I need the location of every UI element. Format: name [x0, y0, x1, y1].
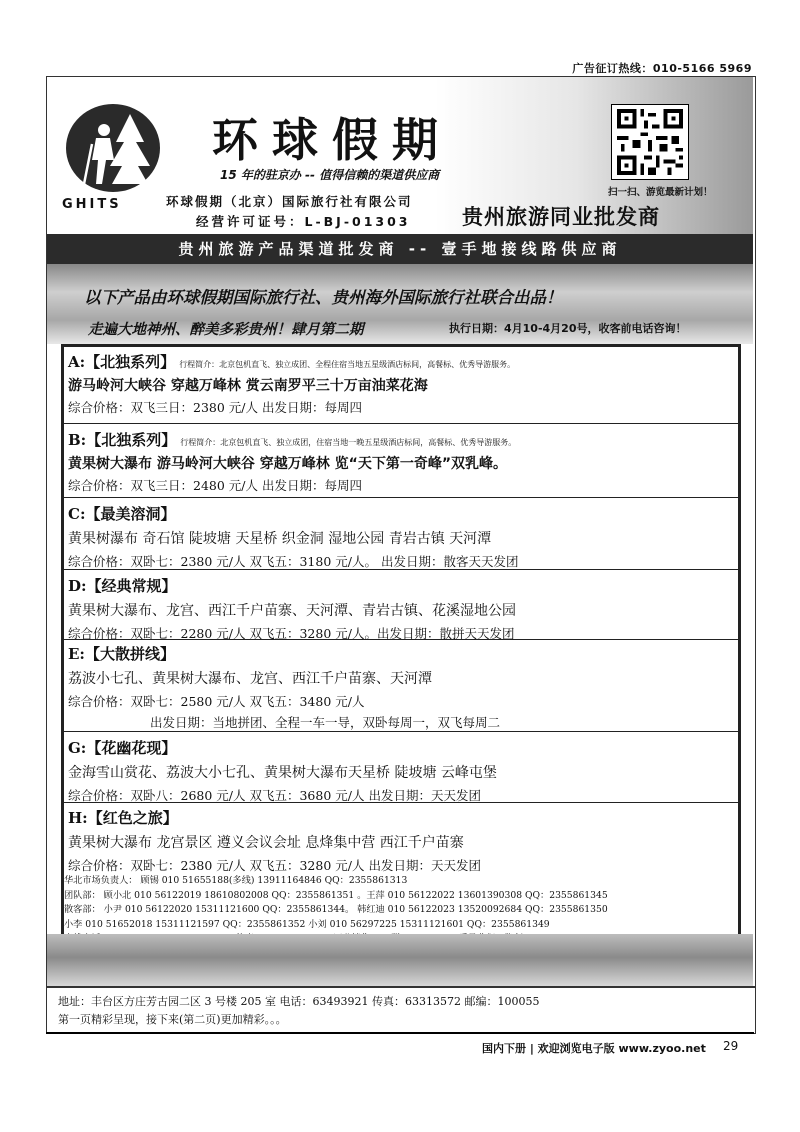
package-title: C:【最美溶洞】 — [68, 505, 176, 523]
divider — [64, 569, 738, 570]
package-price: 综合价格：双飞三日：2380 元/人 出发日期：每周四 — [68, 400, 362, 415]
package-title: B:【北独系列】 — [68, 431, 177, 449]
logo-text: GHITS — [62, 197, 122, 212]
package-route: 黄果树大瀑布 游马岭河大峡谷 穿越万峰林 览“天下第一奇峰”双乳峰。 — [68, 456, 508, 472]
brand-slogan: 15 年的驻京办 -- 值得信赖的渠道供应商 — [220, 168, 440, 182]
execution-date: 执行日期：4月10-4月20号，收客前电话咨询！ — [449, 322, 687, 335]
package-price: 综合价格：双飞三日：2480 元/人 出发日期：每周四 — [68, 478, 362, 493]
package-route: 黄果树大瀑布 龙宫景区 遵义会议会址 息烽集中营 西江千户苗寨 — [68, 835, 464, 851]
package-c — [68, 503, 732, 570]
teaser-text: 第一页精彩呈现，接下来(第二页)更加精彩。。。 — [58, 1013, 287, 1026]
package-b — [68, 429, 732, 494]
divider — [64, 731, 738, 732]
package-departure: 出发日期：当地拼团、全程一车一导，双卧每周一，双飞每周二 — [150, 715, 501, 730]
company-name: 环球假期（北京）国际旅行社有限公司 — [166, 194, 413, 209]
package-title: A:【北独系列】 — [68, 353, 176, 371]
package-d — [68, 575, 732, 642]
package-title: H:【红色之旅】 — [68, 809, 178, 827]
wholesaler-title: 贵州旅游同业批发商 — [462, 204, 660, 229]
package-route: 游马岭河大峡谷 穿越万峰林 赏云南罗平三十万亩油菜花海 — [68, 378, 428, 394]
package-note: 行程简介：北京包机直飞、独立成团、全程住宿当地五星级酒店标间，高餐标、优秀导游服务。 — [179, 360, 516, 369]
contact-row: 团队部： 顾小北 010 56122019 18610802008 QQ：2355861351 。王萍 010 56122022 13601390308 QQ：2355861345 — [64, 889, 608, 901]
qr-code-icon — [611, 104, 689, 180]
package-route: 金海雪山赏花、荔波大小七孔、黄果树大瀑布天星桥 陡坡塘 云峰屯堡 — [68, 765, 497, 781]
ad-hotline: 广告征订热线：010-5166 5969 — [572, 62, 752, 75]
qr-caption: 扫一扫、游览最新计划！ — [608, 187, 713, 198]
hiker-tree-icon — [66, 104, 160, 192]
footer-text: 国内下册 | 欢迎浏览电子版 www.zyoo.net — [482, 1042, 706, 1055]
package-price: 综合价格：双卧七：2380 元/人 双飞五：3180 元/人。 出发日期：散客天天发团 — [68, 554, 519, 569]
banner-headline: 以下产品由环球假期国际旅行社、贵州海外国际旅行社联合出品！ — [84, 288, 563, 307]
package-g — [68, 737, 732, 804]
divider — [64, 423, 738, 424]
contact-row: 散客部： 小尹 010 56122020 15311121600 QQ：2355861344。 韩红迪 010 56122023 13520092684 QQ：2355861350 — [64, 904, 608, 915]
package-e — [68, 643, 732, 731]
divider — [64, 497, 738, 498]
package-title: E:【大散拼线】 — [68, 645, 175, 663]
license-number: 经营许可证号：L-BJ-01303 — [196, 214, 411, 229]
contact-row: 华北市场负责人： 顾锡 010 51655188(多线) 13911164846 QQ：2355861313 — [64, 875, 408, 886]
package-title: G:【花幽花现】 — [68, 739, 177, 757]
package-note: 行程简介：北京包机直飞、独立成团，住宿当地一晚五星级酒店标间，高餐标、优秀导游服务。 — [180, 438, 517, 447]
city-photo — [47, 934, 753, 986]
office-address: 地址：丰台区方庄芳古园二区 3 号楼 205 室 电话：63493921 传真：63313572 邮编：100055 — [58, 995, 540, 1008]
footer-rule — [46, 1032, 754, 1034]
package-price: 综合价格：双卧七：2280 元/人 双飞五：3280 元/人。出发日期：散拼天天发团 — [68, 626, 515, 641]
package-price: 综合价格：双卧八：2680 元/人 双飞五：3680 元/人 出发日期：天天发团 — [68, 788, 481, 803]
package-route: 黄果树大瀑布、龙宫、西江千户苗寨、天河潭、青岩古镇、花溪湿地公园 — [68, 603, 516, 619]
package-title: D:【经典常规】 — [68, 577, 177, 595]
contact-row: 小李 010 51652018 15311121597 QQ：2355861352 小刘 010 56297225 15311121601 QQ：2355861349 — [64, 918, 550, 930]
divider — [64, 639, 738, 640]
logo-emblem — [66, 104, 160, 192]
package-h — [68, 807, 732, 874]
package-route: 黄果树瀑布 奇石馆 陡坡塘 天星桥 织金洞 湿地公园 青岩古镇 天河潭 — [68, 531, 492, 547]
package-price: 综合价格：双卧七：2580 元/人 双飞五：3480 元/人 — [68, 694, 365, 709]
divider — [64, 802, 738, 803]
brand-title: 环球假期 — [212, 113, 452, 167]
tagline-bar: 贵州旅游产品渠道批发商 -- 壹手地接线路供应商 — [47, 234, 753, 264]
banner-subline: 走遍大地神州、醉美多彩贵州！肆月第二期 — [88, 322, 364, 338]
package-route: 荔波小七孔、黄果树大瀑布、龙宫、西江千户苗寨、天河潭 — [68, 671, 432, 687]
package-list — [61, 344, 741, 940]
package-a — [68, 351, 732, 416]
package-price: 综合价格：双卧七：2380 元/人 双飞五：3280 元/人 出发日期：天天发团 — [68, 858, 481, 873]
page-number: 29 — [723, 1039, 739, 1053]
